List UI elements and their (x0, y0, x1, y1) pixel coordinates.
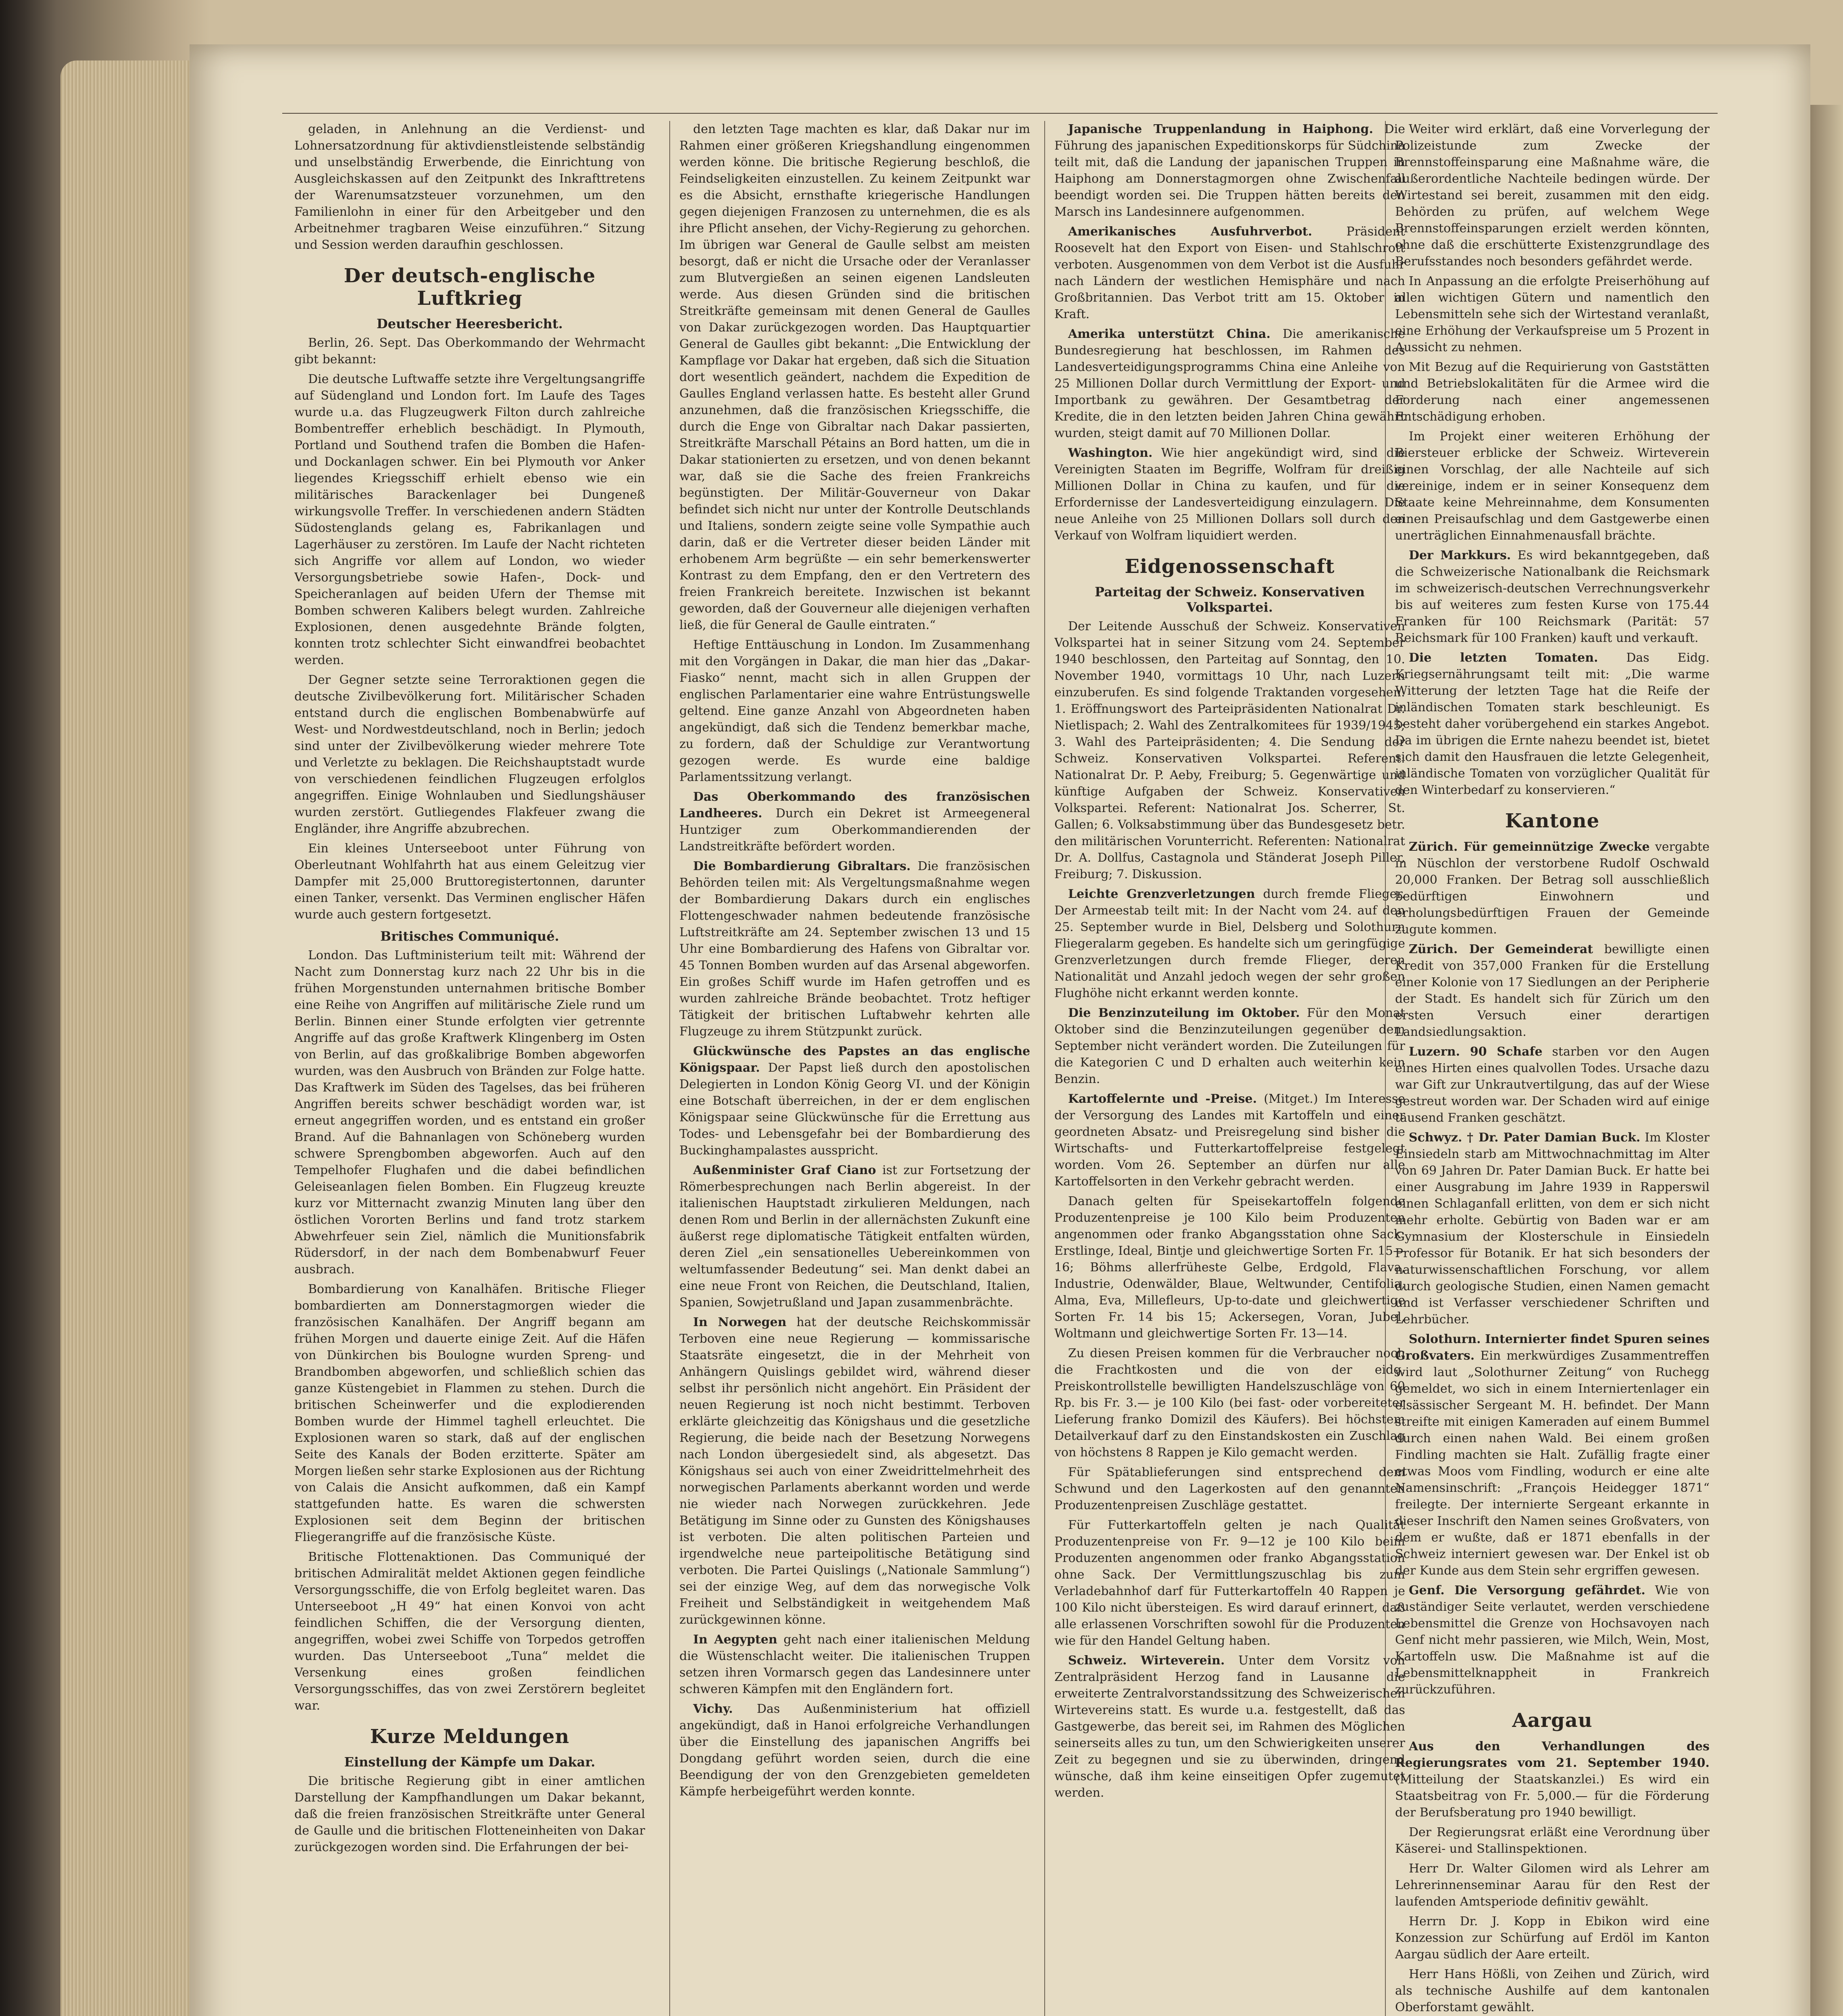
news-item-body: Der Papst ließ durch den apostolischen Delegierten in London König Georg VI. und der Königin eine Botschaft überreichen, in der er dem englischen Königspaar seine Glückwünsche für die Errettung aus Todes- und Lebensgefahr bei der Bombardierung des Buckinghampalastes ausspricht. (679, 1061, 1030, 1158)
column-3 (1054, 121, 1405, 2016)
news-item (1054, 326, 1405, 442)
article-text: Der Leitende Ausschuß der Schweiz. Konservativen Volkspartei hat in seiner Sitzung vom 24. September 1940 beschlossen, den Parteitag auf Sonntag, den 10. November 1940, vormittags 10 Uhr, nach Luzern einzuberufen. Es sind folgende Traktanden vorgesehen: 1. Eröffnungswort des Parteipräsidenten Nationalrat Dr. Nietlispach; 2. Wahl des Zentralkomitees für 1939/1945; 3. Wahl des Parteipräsidenten; 4. Die Sendung der Schweiz. Konservativen Volkspartei. Referent: Nationalrat Dr. P. Aeby, Freiburg; 5. Gegenwärtige und künftige Aufgaben der Schweiz. Konservativen Volkspartei. Referent: Nationalrat Jos. Scherrer, St. Gallen; 6. Volksabstimmung über das Bundesgesetz betr. den militärischen Vorunterricht. Referenten: Nationalrat Dr. A. Dollfus, Castagnola und Ständerat Joseph Piller, Freiburg; 7. Diskussion. (1054, 619, 1405, 881)
subheading: Parteitag der Schweiz. Konservativen Volkspartei. (1095, 584, 1365, 615)
news-item-body: starben vor den Augen eines Hirten eines qualvollen Todes. Ursache dazu war Gift zur Unkrautvertilgung, das auf der Wiese gestreut worden war. Der Schaden wird auf einige tausend Franken geschätzt. (1395, 1045, 1710, 1125)
article-text: Danach gelten für Speisekartoffeln folgende Produzentenpreise je 100 Kilo beim Produzenten angenommen oder franko Abgangsstation ohne Sack: Erstlinge, Ideal, Bintje und gleichwertige Sorten Fr. 15—16; Böhms allerfrüheste Gelbe, Erdgold, Flava, Industrie, Odenwälder, Blaue, Weltwunder, Centifolia, Alma, Eva, Millefleurs, Up-to-date und gleichwertige Sorten Fr. 14 bis 15; Ackersegen, Voran, Jubel, Woltmann und gleichwertige Sorten Fr. 13—14. (1054, 1194, 1405, 1341)
news-item-title: Leichte Grenzverletzungen (1068, 887, 1255, 901)
subheading: Einstellung der Kämpfe um Dakar. (344, 1754, 596, 1770)
article-text: In Anpassung an die erfolgte Preiserhöhung auf allen wichtigen Gütern und namentlich den Lebensmitteln sehe sich der Wirtestand veranlaßt, eine Erhöhung der Verkaufspreise um 5 Prozent in Aussicht zu nehmen. (1395, 274, 1710, 354)
news-item-title: Solothurn. Internierter findet Spuren seines Großvaters. (1395, 1332, 1710, 1363)
news-item (679, 1162, 1030, 1311)
column-2 (679, 121, 1030, 2016)
news-item (1054, 886, 1405, 1002)
news-item-body: Unter dem Vorsitz von Zentralpräsident Herzog fand in Lausanne die erweiterte Zentralvorstandssitzung des Schweizerischen Wirtevereins statt. Es wurde u.a. festgestellt, daß das Gastgewerbe, das bereit sei, im Rahmen des Möglichen seinerseits alles zu tun, um den Schwierigkeiten unserer Zeit zu begegnen und sie zu überwinden, dringend wünsche, daß ihm keine einseitigen Opfer zugemutet werden. (1054, 1654, 1405, 1800)
news-item-title: Washington. (1068, 446, 1153, 460)
news-item-body: Durch ein Dekret ist Armeegeneral Huntziger zum Oberkommandierenden der Landstreitkräfte befördert worden. (679, 806, 1030, 854)
column-1 (294, 121, 645, 2016)
news-item-body: bewilligte einen Kredit von 357,000 Franken für die Erstellung einer Kolonie von 17 Siedlungen an der Peripherie der Stadt. Es handelt sich für Zürich um den ersten Versuch einer derartigen Landsiedlungsaktion. (1395, 942, 1710, 1039)
news-item-body: Präsident Roosevelt hat den Export von Eisen- und Stahlschrott verboten. Ausgenommen von dem Verbot ist die Ausfuhr nach Ländern der westlichen Hemisphäre und nach Großbritannien. Das Verbot tritt am 15. Oktober in Kraft. (1054, 225, 1405, 321)
subheading: Deutscher Heeresbericht. (377, 316, 563, 331)
facing-page-edge (1806, 105, 1843, 2016)
news-item-body: vergabte in Nüschlon der verstorbene Rudolf Oschwald 20,000 Franken. Der Betrag soll ausschließlich bedürftigen Einwohnern und erholungsbedürftigen Frauen der Gemeinde zugute kommen. (1395, 840, 1710, 937)
news-item (679, 789, 1030, 855)
news-item (1395, 1582, 1710, 1698)
article-text: Herr Dr. Walter Gilomen wird als Lehrer am Lehrerinnenseminar Aarau für den Rest der laufenden Amtsperiode definitiv gewählt. (1395, 1862, 1710, 1909)
news-item (679, 1701, 1030, 1800)
news-item (1395, 941, 1710, 1040)
news-item-body: hat der deutsche Reichskommissär Terboven eine neue Regierung — kommissarische Staatsräte eingesetzt, die in der Mehrheit von Anhängern Quislings gebildet wird, während dieser selbst ihr persönlich nicht angehört. Ein Präsident der neuen Regierung ist noch nicht bestimmt. Terboven erklärte gleichzeitig das Königshaus und die gesetzliche Regierung, die beide nach der Besetzung Norwegens nach London übergesiedelt sind, als abgesetzt. Das Königshaus sei auch von einer Zweidrittelmehrheit des norwegischen Parlaments aberkannt worden und werde nie wieder nach Norwegen zurückkehren. Jede Betätigung im Sinne oder zu Gunsten des Königshauses ist verboten. Die alten politischen Parteien und irgendwelche neue parteipolitische Betätigung sind verboten. Die Partei Quislings („Nationale Sammlung“) sei der einzige Weg, auf dem das norwegische Volk Freiheit und Selbständigkeit in weitgehendem Maß zurückgewinnen könne. (679, 1315, 1030, 1627)
news-item (1054, 121, 1405, 220)
news-item-body: geht nach einer italienischen Meldung die Wüstenschlacht weiter. Die italienischen Truppen setzen ihren Vormarsch gegen das Landesinnere unter schweren Kämpfen mit den Engländern fort. (679, 1633, 1030, 1696)
news-item (1395, 1043, 1710, 1126)
news-item-body: Das Eidg. Kriegsernährungsamt teilt mit: „Die warme Witterung der letzten Tage hat die Reife der inländischen Tomaten stark beschleunigt. Es besteht daher vorübergehend ein starkes Angebot. Da im übrigen die Ernte nahezu beendet ist, bietet sich damit den Hausfrauen die letzte Gelegenheit, inländische Tomaten von vorzüglicher Qualität für den Winterbedarf zu konservieren.“ (1395, 651, 1710, 797)
news-item-title: Die Bombardierung Gibraltars. (693, 859, 911, 873)
news-item (1054, 1091, 1405, 1190)
news-item-title: Aus den Verhandlungen des Regierungsrates vom 21. September 1940. (1395, 1739, 1710, 1770)
news-item-title: Zürich. Für gemeinnützige Zwecke (1409, 840, 1650, 854)
news-item-title: Die Benzinzuteilung im Oktober. (1068, 1006, 1300, 1020)
news-item-title: Glückwünsche des Papstes an das englische Königspaar. (679, 1044, 1030, 1075)
section-heading: Kurze Meldungen (370, 1725, 570, 1748)
news-item-body: (Mitteilung der Staatskanzlei.) Es wird ein Staatsbeitrag von Fr. 5,000.— für die Förderung der Berufsberatung pro 1940 bewilligt. (1395, 1772, 1710, 1820)
section-heading: Aargau (1512, 1709, 1593, 1732)
article-text: Zu diesen Preisen kommen für die Verbraucher noch die Frachtkosten und die von der eidg. Preiskontrollstelle bewilligten Handelszuschläge von 60 Rp. bis Fr. 3.— je 100 Kilo (bei fast- oder vorbereiteter Lieferung franko Domizil des Käufers). Bei höchstem Detailverkauf darf zu den Einstandskosten ein Zuschlag von höchstens 8 Rappen je Kilo gemacht werden. (1054, 1346, 1405, 1460)
news-item (1395, 650, 1710, 798)
article-text: Herr Hans Hößli, von Zeihen und Zürich, wird als technische Aushilfe auf dem kantonalen Oberforstamt gewählt. (1395, 1967, 1710, 2014)
news-item (1395, 1738, 1710, 1821)
article-text: geladen, in Anlehnung an die Verdienst- und Lohnersatzordnung für aktivdienstleistende selbständig und unselbständig Erwerbende, die Einrichtung von Ausgleichskassen auf den Zeitpunkt des Inkrafttretens der Warenumsatzsteuer vorzunehmen, um den Familienlohn in einer für den Arbeitgeber und den Arbeitnehmer tragbaren Weise einzuführen.“ Sitzung und Session werden daraufhin geschlossen. (294, 122, 645, 252)
article-text: Für Futterkartoffeln gelten je nach Qualität Produzentenpreise von Fr. 9—12 je 100 Kilo beim Produzenten angenommen oder franko Abgangsstation ohne Sack. Der Vermittlungszuschlag bis zum Verladebahnhof darf für Futterkartoffeln 40 Rappen je 100 Kilo nicht übersteigen. Es wird darauf erinnert, daß alle erlassenen Vorschriften sowohl für die Produzenten wie für den Handel Geltung haben. (1054, 1518, 1405, 1648)
article-text: London. Das Luftministerium teilt mit: Während der Nacht zum Donnerstag kurz nach 22 Uhr bis in die frühen Morgenstunden unternahmen britische Bomber eine Reihe von Angriffen auf militärische Ziele rund um Berlin. Binnen einer Stunde erfolgten vier getrennte Angriffe auf das große Kraftwerk Klingenberg im Osten von Berlin, auf das großkalibrige Bomben abgeworfen wurden, was den Ausbruch von Bränden zur Folge hatte. Das Kraftwerk im Süden des Tagelses, das bei früheren Angriffen bereits schwer beschädigt worden war, ist erneut angegriffen worden, und es entstand ein großer Brand. Auf die Bahnanlagen von Schöneberg wurden schwere Sprengbomben abgeworfen. Auch auf den Tempelhofer Flughafen und die dabei befindlichen Geleiseanlagen fielen Bomben. Ein Flugzeug kreuzte kurz vor Mitternacht zwanzig Minuten lang über den östlichen Vororten Berlins und fand trotz starkem Abwehrfeuer sein Ziel, nämlich die Munitionsfabrik Rüdersdorf, in der nach dem Bombenabwurf Feuer ausbrach. (294, 948, 645, 1277)
news-item-title: Amerikanisches Ausfuhrverbot. (1068, 225, 1312, 239)
article-text: Heftige Enttäuschung in London. Im Zusammenhang mit den Vorgängen in Dakar, die man hier das „Dakar-Fiasko“ nennt, macht sich in allen Gruppen der englischen Parlamentarier eine wahre Entrüstungswelle geltend. Eine ganze Anzahl von Abgeordneten haben angekündigt, daß sich die Tendenz bemerkbar mache, zu fordern, daß der Schuldige zur Verantwortung gezogen werde. Es wurde eine baldige Parlamentssitzung verlangt. (679, 638, 1030, 784)
news-item-title: Das Oberkommando des französischen Landheeres. (679, 790, 1030, 821)
news-item-body: Das Außenministerium hat offiziell angekündigt, daß in Hanoi erfolgreiche Verhandlungen über die Einstellung des japanischen Angriffs bei Dongdang geführt worden seien, durch die eine Beendigung der von den Grenzgebieten gemeldeten Kämpfe herbeigeführt werden konnte. (679, 1702, 1030, 1799)
news-item-body: (Mitget.) Im Interesse der Versorgung des Landes mit Kartoffeln und einer geordneten Absatz- und Preisregelung sind bisher die Wirtschafts- und Futterkartoffelpreise festgelegt worden. Vom 26. September an dürfen nur alle Kartoffelsorten in den Verkehr gebracht werden. (1054, 1092, 1405, 1189)
article-text: Herrn Dr. J. Kopp in Ebikon wird eine Konzession zur Schürfung auf Erdöl im Kanton Aargau südlich der Aare erteilt. (1395, 1914, 1710, 1962)
news-item-title: Genf. Die Versorgung gefährdet. (1409, 1583, 1645, 1597)
article-text: Bombardierung von Kanalhäfen. Britische Flieger bombardierten am Donnerstagmorgen wieder die französischen Kanalhäfen. Der Angriff begann am frühen Morgen und dauerte einige Zeit. Auf die Häfen von Dünkirchen bis Boulogne wurden Spreng- und Brandbomben abgeworfen, und schließlich schien das ganze Küstengebiet in Flammen zu stehen. Durch die britischen Scheinwerfer und die explodierenden Bomben wurde der Himmel taghell erleuchtet. Die Explosionen waren so stark, daß auf der englischen Seite des Kanals der Boden erzitterte. Später am Morgen ließen sehr starke Explosionen aus der Richtung von Calais die Ansicht aufkommen, daß ein Kampf stattgefunden hatte. Es waren die schwersten Explosionen seit dem Beginn der britischen Fliegerangriffe auf die französische Küste. (294, 1282, 645, 1544)
news-item-title: Schweiz. Wirteverein. (1068, 1654, 1225, 1668)
news-item-title: Zürich. Der Gemeinderat (1409, 942, 1593, 956)
article-text: Ein kleines Unterseeboot unter Führung von Oberleutnant Wohlfahrth hat aus einem Geleitzug vier Dampfer mit 25,000 Bruttoregistertonnen, darunter einen Tanker, versenkt. Das Verminen englischer Häfen wurde auch gestern fortgesetzt. (294, 841, 645, 922)
article-text: Die britische Regierung gibt in einer amtlichen Darstellung der Kampfhandlungen um Dakar bekannt, daß die freien französischen Streitkräfte unter General de Gaulle und die britischen Flotteneinheiten von Dakar zurückgezogen worden sind. Die Erfahrungen der bei- (294, 1774, 645, 1854)
news-item (1054, 223, 1405, 323)
news-item-title: Schwyz. † Dr. Pater Damian Buck. (1409, 1131, 1641, 1145)
news-item (1054, 1652, 1405, 1801)
news-item (1054, 1005, 1405, 1087)
news-item (679, 1314, 1030, 1628)
article-text: Die deutsche Luftwaffe setzte ihre Vergeltungsangriffe auf Südengland und London fort. Im Laufe des Tages wurde u.a. das Flugzeugwerk Filton durch zahlreiche Bombentreffer erheblich beschädigt. In Plymouth, Portland und Southend trafen die Bomben die Hafen- und Dockanlagen schwer. Ein bei Plymouth vor Anker liegendes Kriegsschiff erhielt ebenso wie ein militärisches Barackenlager bei Dungeneß wirkungsvolle Treffer. In verschiedenen andern Städten Südostenglands gelang es, Fabrikanlagen und Lagerhäuser zu zerstören. Im Laufe der Nacht richteten sich Angriffe vor allem auf London, wo wieder Versorgungsbetriebe sowie Hafen-, Dock- und Speicheranlagen auf beiden Ufern der Themse mit Bomben schweren Kalibers belegt wurden. Zahlreiche Explosionen, denen ausgedehnte Brände folgten, konnten trotz schlechter Sicht einwandfrei beobachtet werden. (294, 372, 645, 667)
news-item-title: Vichy. (693, 1702, 733, 1716)
news-item-body: Die französischen Behörden teilen mit: Als Vergeltungsmaßnahme wegen der Bombardierung Dakars durch ein englisches Flottengeschwader nahmen bedeutende französische Luftstreitkräfte am 24. September zwischen 13 und 15 Uhr eine Bombardierung des Hafens von Gibraltar vor. 45 Tonnen Bomben wurden auf das Arsenal abgeworfen. Ein großes Schiff wurde im Hafen getroffen und es wurden zahlreiche Brände beobachtet. Trotz heftiger Tätigkeit der britischen Luftabwehr kehrten alle Flugzeuge zu ihrem Stützpunkt zurück. (679, 859, 1030, 1039)
column-rule (1044, 121, 1045, 2016)
column-4 (1395, 121, 1710, 2016)
news-item-body: Wie von zuständiger Seite verlautet, werden verschiedene Lebensmittel die Grenze von Hochsavoyen nach Genf nicht mehr passieren, wie Milch, Wein, Most, Kartoffeln usw. Die Maßnahme ist auf die Lebensmittelknappheit in Frankreich zurückzuführen. (1395, 1583, 1710, 1697)
article-text: Berlin, 26. Sept. Das Oberkommando der Wehrmacht gibt bekannt: (294, 336, 645, 367)
section-heading: Eidgenossenschaft (1125, 555, 1335, 578)
news-item (1395, 1331, 1710, 1579)
article-text: Der Regierungsrat erläßt eine Verordnung über Käserei- und Stallinspektionen. (1395, 1825, 1710, 1856)
news-item-body: Die amerikanische Bundesregierung hat beschlossen, im Rahmen des Landesverteidigungsprogramms China eine Anleihe von 25 Millionen Dollar durch Vermittlung der Export- und Importbank zu gewähren. Der Gesamtbetrag der Kredite, die in den letzten beiden Jahren China gewährt wurden, steigt damit auf 70 Millionen Dollar. (1054, 327, 1405, 440)
news-item-body: Die Führung des japanischen Expeditionskorps für Südchina teilt mit, daß die Landung der japanischen Truppen in Haiphong am Donnerstagmorgen ohne Zwischenfall beendigt worden sei. Die Truppen hätten bereits den Marsch ins Landesinnere aufgenommen. (1054, 122, 1405, 219)
news-item (679, 1631, 1030, 1697)
news-item-title: Luzern. 90 Schafe (1409, 1045, 1543, 1059)
news-item-title: Amerika unterstützt China. (1068, 327, 1271, 341)
section-heading: Kantone (1505, 810, 1600, 832)
news-item-title: Außenminister Graf Ciano (693, 1163, 876, 1177)
news-item (1395, 1129, 1710, 1328)
column-rule (669, 121, 670, 2016)
top-rule (282, 113, 1718, 114)
news-item-title: Japanische Truppenlandung in Haiphong. (1068, 122, 1373, 136)
article-text: den letzten Tage machten es klar, daß Dakar nur im Rahmen einer größeren Kriegshandlung eingenommen werden könne. Die britische Regierung beschloß, die Feindseligkeiten einzustellen. Zu keinem Zeitpunkt war es die Absicht, ernsthafte kriegerische Handlungen gegen diejenigen Franzosen zu unternehmen, die es als ihre Pflicht ansehen, der Vichy-Regierung zu gehorchen. Im übrigen war General de Gaulle selbst am meisten besorgt, daß er nicht die Ursache oder der Veranlasser zum Blutvergießen an seinen eigenen Landsleuten werde. Aus diesen Gründen sind die britischen Streitkräfte gemeinsam mit denen General de Gaulles von Dakar zurückgezogen worden. Das Hauptquartier General de Gaulles gibt bekannt: „Die Entwicklung der Kampflage vor Dakar hat ergeben, daß sich die Situation dort wesentlich geändert, nachdem die Expedition de Gaulles England verlassen hatte. Es besteht aller Grund anzunehmen, daß die französischen Kriegsschiffe, die durch die Enge von Gibraltar nach Dakar passierten, Streitkräfte Marschall Pétains an Bord hatten, um die in Dakar stationierten zu ersetzen, und von denen bekannt war, daß sie die Sache des freien Frankreichs begünstigten. Der Militär-Gouverneur von Dakar befindet sich nicht nur unter der Kontrolle Deutschlands und Italiens, sondern zeigte seine volle Sympathie auch darin, daß er die Vertreter dieser beiden Länder mit erhobenem Arm begrüßte — ein sehr bemerkenswerter Kontrast zu dem Empfang, den er den Vertretern des freien Frankreich bereitete. Inzwischen ist bekannt geworden, daß der Gouverneur alle diejenigen verhaften ließ, die für General de Gaulle eintraten.“ (679, 122, 1030, 632)
article-text: Der Gegner setzte seine Terroraktionen gegen die deutsche Zivilbevölkerung fort. Militärischer Schaden entstand durch die englischen Bombenabwürfe auf West- und Nordwestdeutschland, noch in Berlin; jedoch sind unter der Zivilbevölkerung wieder mehrere Tote und Verletzte zu beklagen. Die Reichshauptstadt wurde von verschiedenen feindlichen Flugzeugen erfolglos angegriffen. Einige Wohnlauben und Siedlungshäuser wurden zerstört. Gutliegendes Flakfeuer zwang die Engländer, ihre Angriffe abzubrechen. (294, 673, 645, 836)
news-item-title: Die letzten Tomaten. (1409, 651, 1598, 665)
news-item-title: Kartoffelernte und -Preise. (1068, 1092, 1257, 1106)
news-item-body: Im Kloster Einsiedeln starb am Mittwochnachmittag im Alter von 69 Jahren Dr. Pater Damian Buck. Er hatte bei einer Ausgrabung im Jahre 1939 in Rapperswil einen Schlaganfall erlitten, von dem er sich nicht mehr erholte. Gebürtig von Baden war er am Gymnasium der Klosterschule in Einsiedeln Professor für Botanik. Er hat sich besonders der naturwissenschaftlichen Forschung, vor allem durch geologische Studien, einen Namen gemacht und ist Verfasser verschiedener Schriften und Lehrbücher. (1395, 1131, 1710, 1327)
news-item-body: Ein merkwürdiges Zusammentreffen wird laut „Solothurner Zeitung“ von Ruchegg gemeldet, wo sich in einem Interniertenlager ein elsässischer Sergeant M. H. befindet. Der Mann streifte mit einigen Kameraden auf einem Bummel durch einen nahen Wald. Bei einem großen Findling machten sie Halt. Zufällig fragte einer etwas Moos vom Findling, wodurch er eine alte Namensinschrift: „François Heidegger 1871“ freilegte. Der internierte Sergeant erkannte in dieser Inschrift den Namen seines Großvaters, von dem er wußte, daß er 1871 ebenfalls in der Schweiz interniert gewesen war. Der Enkel ist ob der Kunde aus dem Stein sehr ergriffen gewesen. (1395, 1349, 1710, 1578)
article-text: Mit Bezug auf die Requirierung von Gaststätten und Betriebslokalitäten für die Armee wird die Forderung nach einer angemessenen Entschädigung erhoben. (1395, 360, 1710, 424)
article-text: Für Spätablieferungen sind entsprechend dem Schwund und den Lagerkosten auf den genannten Produzentenpreisen Zuschläge gestattet. (1054, 1465, 1405, 1512)
article-text: Britische Flottenaktionen. Das Communiqué der britischen Admiralität meldet Aktionen gegen feindliche Versorgungsschiffe, die von Erfolg begleitet waren. Das Unterseeboot „H 49“ hat einen Konvoi von acht feindlichen Schiffen, die der Versorgung dienten, angegriffen, wobei zwei Schiffe von Torpedos getroffen wurden. Das Unterseeboot „Tuna“ meldet die Versenkung eines großen feindlichen Versorgungsschiffes, das von zwei Zerstörern begleitet war. (294, 1550, 645, 1713)
news-item-body: Wie hier angekündigt wird, sind die Vereinigten Staaten im Begriffe, Wolfram für dreißig Millionen Dollar in China zu kaufen, und für die Erfordernisse der Landesverteidigung einzulagern. Die neue Anleihe von 25 Millionen Dollars soll durch den Verkauf von Wolfram liquidiert werden. (1054, 446, 1405, 543)
news-item-body: ist zur Fortsetzung der Römerbesprechungen nach Berlin abgereist. In der italienischen Hauptstadt zirkulieren Meldungen, nach denen Rom und Berlin in der allernächsten Zukunft eine äußerst rege diplomatische Tätigkeit entfalten würden, deren Ziel „ein sensationelles Uebereinkommen von weltumfassender Bedeutung“ sei. Man denkt dabei an eine neue Front von Reichen, die Deutschland, Italien, Spanien, Sowjetrußland und Japan zusammenbrächte. (679, 1163, 1030, 1310)
news-item (679, 1043, 1030, 1159)
news-item-title: In Norwegen (693, 1315, 787, 1329)
news-item (679, 858, 1030, 1040)
news-item-title: Der Markkurs. (1409, 548, 1511, 562)
news-item (1395, 839, 1710, 938)
news-item (1395, 547, 1710, 646)
news-item (1054, 445, 1405, 544)
news-item-body: Für den Monat Oktober sind die Benzinzuteilungen gegenüber dem September nicht verändert worden. Die Zuteilungen für die Kategorien C und D erhalten auch weiterhin kein Benzin. (1054, 1006, 1405, 1086)
news-item-body: Es wird bekanntgegeben, daß die Schweizerische Nationalbank die Reichsmark im schweizerisch-deutschen Verrechnungsverkehr bis auf weiteres zum festen Kurse von 175.44 Franken für 100 Reichsmark (Parität: 57 Reichsmark für 100 Franken) kauft und verkauft. (1395, 548, 1710, 645)
section-heading: Der deutsch-englische Luftkrieg (344, 264, 596, 310)
article-text: Im Projekt einer weiteren Erhöhung der Biersteuer erblicke der Schweiz. Wirteverein einen Vorschlag, der alle Nachteile auf sich vereinige, indem er in seiner Konsequenz dem Staate keine Mehreinnahme, dem Konsumenten einen Preisaufschlag und dem Gastgewerbe einen unerträglichen Einnahmenausfall brächte. (1395, 429, 1710, 543)
article-text: Weiter wird erklärt, daß eine Vorverlegung der Polizeistunde zum Zwecke der Brennstoffeinsparung eine Maßnahme wäre, die außerordentliche Nachteile bedingen würde. Der Wirtestand sei bereit, zusammen mit den eidg. Behörden zu prüfen, auf welchem Wege Brennstoffeinsparungen erzielt werden könnten, ohne daß die erschütterte Existenzgrundlage des Berufsstandes noch besonders gefährdet werde. (1395, 122, 1710, 269)
subheading: Britisches Communiqué. (380, 929, 559, 944)
news-item-title: In Aegypten (693, 1633, 777, 1647)
news-item-body: durch fremde Flieger. Der Armeestab teilt mit: In der Nacht vom 24. auf den 25. September wurde in Biel, Delsberg und Solothurn Fliegeralarm gegeben. Es handelte sich um geringfügige Grenzverletzungen durch fremde Flieger, deren Nationalität und Anzahl jedoch wegen der sehr großen Flughöhe nicht erkannt werden konnte. (1054, 887, 1405, 1000)
